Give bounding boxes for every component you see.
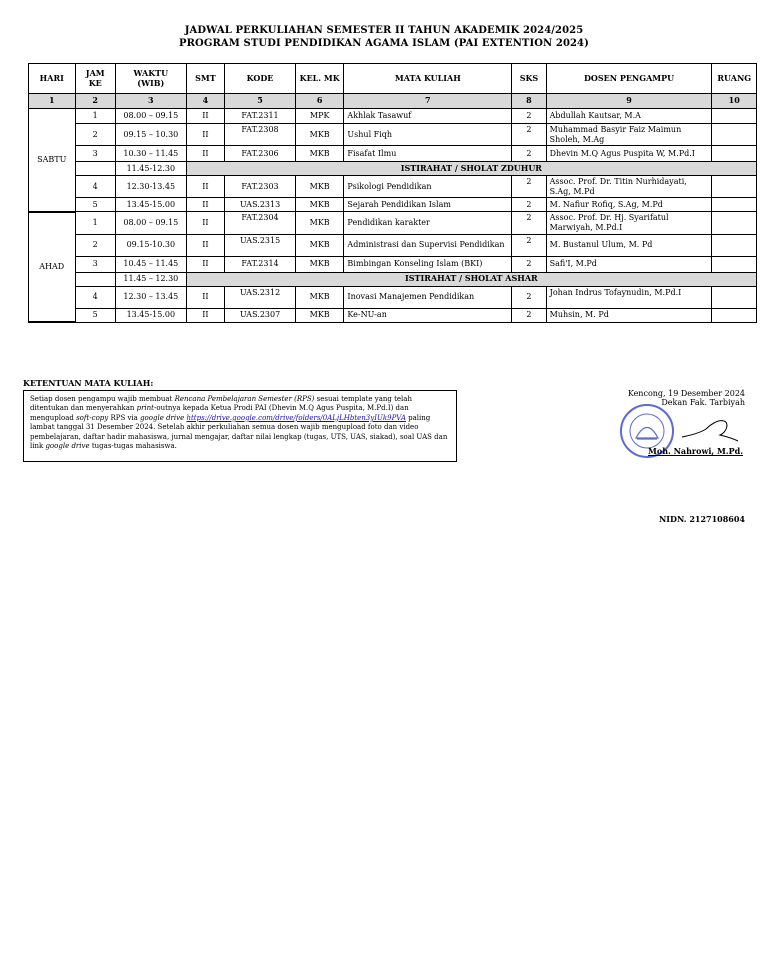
column-number: 4 [186,94,224,109]
course-name-cell: Administrasi dan Supervisi Pendidikan [344,234,512,256]
course-name-cell: Bimbingan Konseling Islam (BKI) [344,256,512,272]
course-code-cell: UAS.2313 [225,198,296,212]
credits-cell: 2 [512,124,546,146]
column-header: JAM KE [75,64,115,94]
lecturer-cell: M. Nafiur Rofiq, S.Ag, M.Pd [546,198,712,212]
credits-cell: 2 [512,198,546,212]
column-number: 3 [115,94,186,109]
column-number: 1 [29,94,76,109]
credits-cell: 2 [512,176,546,198]
table-row [29,198,757,212]
period-cell: 1 [75,212,115,234]
table-row [29,212,757,234]
time-cell: 09.15 – 10.30 [115,124,186,146]
table-row [29,256,757,272]
column-number: 5 [225,94,296,109]
period-cell: 3 [75,256,115,272]
course-name-cell: Sejarah Pendidikan Islam [344,198,512,212]
rules-text: RPS via [108,413,141,422]
place-date: Kencong, 19 Desember 2024 [627,389,745,398]
signer-nidn: NIDN. 2127108604 [658,514,745,524]
semester-cell: II [186,234,224,256]
rules-softcopy: soft-copy [76,413,109,422]
course-name-cell: Inovasi Manajemen Pendidikan [344,286,512,308]
semester-cell: II [186,286,224,308]
column-header: WAKTU (WIB) [115,64,186,94]
time-cell: 08.00 – 09.15 [115,212,186,234]
course-code-cell: FAT.2303 [225,176,296,198]
column-header: KEL. MK [295,64,344,94]
credits-cell: 2 [512,234,546,256]
table-row [29,146,757,162]
period-cell: 2 [75,124,115,146]
column-header: RUANG [712,64,757,94]
rules-box [23,390,457,462]
room-cell [712,308,757,322]
period-cell: 1 [75,109,115,124]
semester-cell: II [186,176,224,198]
course-group-cell: MKB [295,176,344,198]
empty-cell [75,162,115,176]
break-label: ISTIRAHAT / SHOLAT ZDUHUR [186,162,756,176]
time-cell: 13.45-15.00 [115,308,186,322]
course-code-cell: FAT.2314 [225,256,296,272]
course-name-cell: Pendidikan karakter [344,212,512,234]
credits-cell: 2 [512,146,546,162]
course-code-cell: FAT.2306 [225,146,296,162]
semester-cell: II [186,109,224,124]
rules-text: Setiap dosen pengampu wajib membuat [30,395,175,403]
course-group-cell: MKB [295,308,344,322]
lecturer-cell: Safi'I, M.Pd [546,256,712,272]
rules-rps: Rencana Pembelajaran Semester (RPS) [174,395,315,403]
course-group-cell: MKB [295,234,344,256]
room-cell [712,198,757,212]
lecturer-cell: M. Bustanul Ulum, M. Pd [546,234,712,256]
course-group-cell: MKB [295,198,344,212]
column-header: HARI [29,64,76,94]
page-subtitle: PROGRAM STUDI PENDIDIKAN AGAMA ISLAM (PAI EXTENTION 2024) [179,38,589,49]
course-group-cell: MKB [295,124,344,146]
table-row [29,109,757,124]
room-cell [712,146,757,162]
column-number-row [29,94,757,109]
period-cell: 2 [75,234,115,256]
course-name-cell: Psikologi Pendidikan [344,176,512,198]
room-cell [712,256,757,272]
course-name-cell: Akhlak Tasawuf [344,109,512,124]
header-row [29,64,757,94]
course-code-cell: FAT.2311 [225,109,296,124]
lecturer-cell: Dhevin M.Q Agus Puspita W, M.Pd.I [546,146,712,162]
rules-text: sesuai template yang telah ditentukan dan menyerahkan [30,395,412,413]
column-number: 9 [546,94,712,109]
column-header: SMT [186,64,224,94]
semester-cell: II [186,124,224,146]
course-group-cell: MPK [295,109,344,124]
lecturer-cell: Assoc. Prof. Dr. Titin Nurhidayati, S.Ag, M.Pd [546,176,712,198]
rules-text: tugas-tugas mahasiswa. [89,442,177,451]
column-header: SKS [512,64,546,94]
course-code-cell: UAS.2315 [225,234,296,256]
day-cell: SABTU [29,109,76,212]
credits-cell: 2 [512,109,546,124]
course-group-cell: MKB [295,256,344,272]
period-cell: 4 [75,176,115,198]
rules-label: KETENTUAN MATA KULIAH: [23,378,154,388]
time-cell: 13.45-15.00 [115,198,186,212]
course-group-cell: MKB [295,286,344,308]
signer-name: Moh. Nahrowi, M.Pd. [648,446,743,456]
course-group-cell: MKB [295,212,344,234]
lecturer-cell: Muhsin, M. Pd [546,308,712,322]
day-cell: AHAD [29,212,76,322]
column-number: 8 [512,94,546,109]
course-name-cell: Ke-NU-an [344,308,512,322]
room-cell [712,109,757,124]
signer-position: Dekan Fak. Tarbiyah [661,398,745,407]
rules-text: -outnya kepada Ketua Prodi PAI (Dhevin M.Q Agus Puspita, M.Pd.I) dan mengupload [30,404,409,422]
rules-print: print [136,404,154,413]
break-label: ISTIRAHAT / SHOLAT ASHAR [186,272,756,286]
page-title: JADWAL PERKULIAHAN SEMESTER II TAHUN AKADEMIK 2024/2025 [184,25,584,36]
column-header: DOSEN PENGAMPU [546,64,712,94]
credits-cell: 2 [512,286,546,308]
table-row [29,124,757,146]
semester-cell: II [186,198,224,212]
semester-cell: II [186,308,224,322]
time-cell: 11.45 – 12.30 [115,272,186,286]
column-header: KODE [225,64,296,94]
lecturer-cell: Abdullah Kautsar, M.A [546,109,712,124]
period-cell: 5 [75,198,115,212]
period-cell: 4 [75,286,115,308]
column-number: 10 [712,94,757,109]
course-group-cell: MKB [295,146,344,162]
course-name-cell: Ushul Fiqh [344,124,512,146]
period-cell: 5 [75,308,115,322]
course-code-cell: UAS.2307 [225,308,296,322]
table-row [29,176,757,198]
lecturer-cell: Assoc. Prof. Dr. Hj. Syarifatul Marwiyah, M.Pd.I [546,212,712,234]
room-cell [712,286,757,308]
room-cell [712,176,757,198]
column-number: 2 [75,94,115,109]
credits-cell: 2 [512,256,546,272]
room-cell [712,124,757,146]
semester-cell: II [186,146,224,162]
room-cell [712,234,757,256]
rules-gdrive: google drive [140,413,185,422]
schedule-table [28,63,757,323]
drive-link[interactable]: https://drive.google.com/drive/folders/0ALjLHbten3yIUk9PVA [186,413,406,422]
rules-text: paling lambat tanggal 31 Desember 2024. Setelah akhir perkuliahan semua dosen wajib mengupload foto dan video pembelajaran, daftar hadir mahasiswa, jurnal mengajar, daftar nilai lengkap (tugas, UTS, UAS, siakad), soal UAS dan link [30,413,448,451]
time-cell: 11.45-12.30 [115,162,186,176]
course-code-cell: FAT.2304 [225,212,296,234]
signature-scribble-icon [680,415,740,445]
lecturer-cell: Muhammad Basyir Faiz Maimun Sholeh, M.Ag [546,124,712,146]
semester-cell: II [186,212,224,234]
room-cell [712,212,757,234]
break-row [29,162,757,176]
time-cell: 10.30 – 11.45 [115,146,186,162]
credits-cell: 2 [512,308,546,322]
course-name-cell: Fisafat Ilmu [344,146,512,162]
lecturer-cell: Johan Indrus Tofaynudin, M.Pd.I [546,286,712,308]
course-code-cell: FAT.2308 [225,124,296,146]
empty-cell [75,272,115,286]
column-number: 6 [295,94,344,109]
time-cell: 12.30-13.45 [115,176,186,198]
credits-cell: 2 [512,212,546,234]
time-cell: 10.45 – 11.45 [115,256,186,272]
time-cell: 08.00 – 09.15 [115,109,186,124]
column-number: 7 [344,94,512,109]
break-row [29,272,757,286]
time-cell: 09.15-10.30 [115,234,186,256]
time-cell: 12.30 – 13.45 [115,286,186,308]
period-cell: 3 [75,146,115,162]
table-row [29,286,757,308]
rules-gdrive: google drive [45,442,90,451]
table-row [29,234,757,256]
course-code-cell: UAS.2312 [225,286,296,308]
table-row [29,308,757,322]
column-header: MATA KULIAH [344,64,512,94]
semester-cell: II [186,256,224,272]
